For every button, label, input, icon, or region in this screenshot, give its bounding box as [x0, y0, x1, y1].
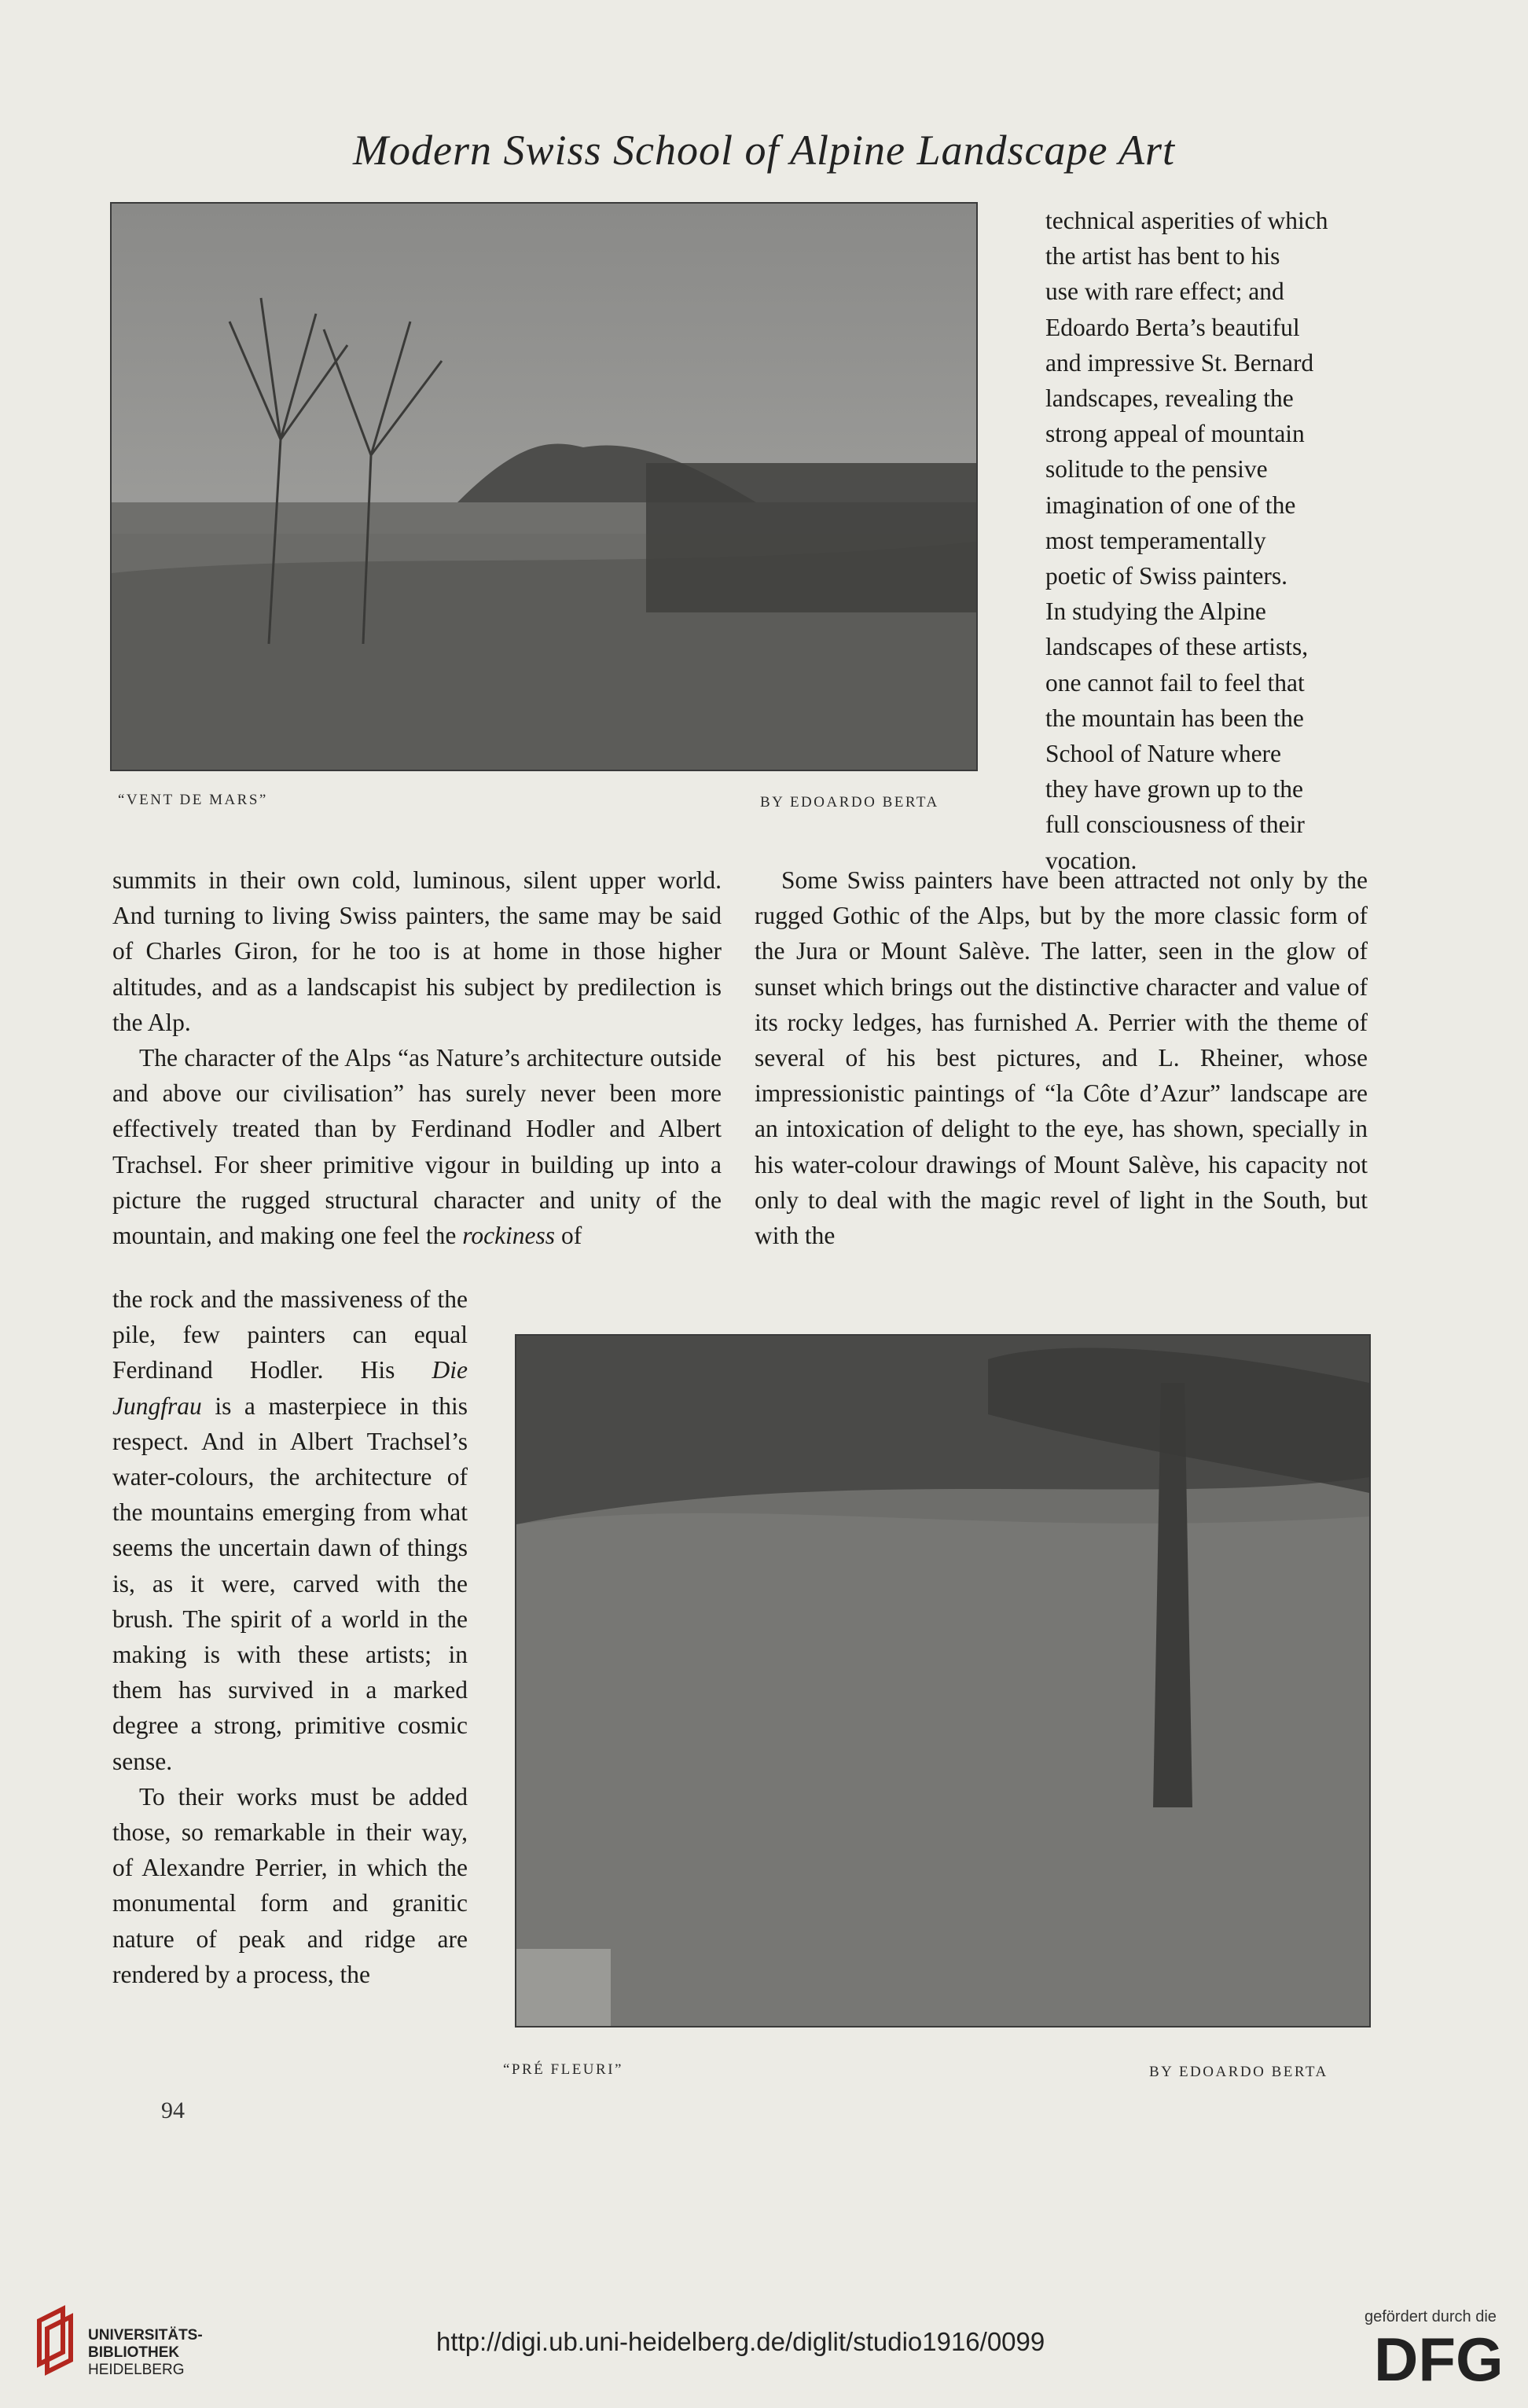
paragraph: the rock and the massiveness of the pile, few painters can equal Ferdinand Hodler. His Die Jungfrau is a masterpiece in this respect. And in Albert Trachsel’s water-colours, the architecture of the mountains emerging from what seems the uncertain dawn of things is, as it were, carved with the brush. The spirit of a world in the making is with these artists; in them has survived in a marked degree a strong, primitive cosmic sense. — [112, 1285, 468, 1775]
text-line: the mountain has been the — [1045, 704, 1304, 732]
text-line: imagination of one of the — [1045, 491, 1296, 519]
library-name: UNIVERSITÄTS- BIBLIOTHEK HEIDELBERG — [88, 2327, 203, 2378]
running-head: Modern Swiss School of Alpine Landscape Art — [353, 127, 1175, 174]
plate-caption-title: “VENT DE MARS” — [118, 792, 268, 808]
text-line: landscapes of these artists, — [1045, 633, 1309, 661]
text-line: technical asperities of which — [1045, 207, 1328, 234]
text-line: the artist has bent to his — [1045, 242, 1280, 270]
paragraph: summits in their own cold, luminous, silent upper world. And turning to living Swiss painters, the same may be said of Charles Giron, for he too is at home in those higher altitudes, and as a landscapist his subject by predilection is the Alp. — [112, 866, 722, 1036]
plate-vent-de-mars — [110, 202, 978, 771]
text-line: full consciousness of their — [1045, 811, 1305, 839]
funding-note: gefördert durch die — [1365, 2308, 1497, 2325]
text-line: and impressive St. Bernard — [1045, 348, 1314, 377]
text-line: School of Nature where — [1045, 740, 1282, 768]
text-line: use with rare effect; and — [1045, 278, 1284, 306]
funder-logo — [1374, 2325, 1506, 2387]
meadow-illustration — [516, 1336, 1369, 2026]
text-line: poetic of Swiss painters. — [1045, 562, 1287, 590]
text-line: Edoardo Berta’s beautiful — [1045, 313, 1300, 341]
plate-caption-credit: BY EDOARDO BERTA — [1149, 2064, 1328, 2080]
library-logo-icon — [31, 2305, 79, 2384]
plate-caption-title: “PRÉ FLEURI” — [503, 2061, 623, 2078]
text-line: strong appeal of mountain — [1045, 420, 1305, 448]
page-number: 94 — [161, 2097, 185, 2123]
text-line: most temperamentally — [1045, 526, 1266, 554]
plate-pre-fleuri — [515, 1334, 1371, 2027]
text-line: solitude to the pensive — [1045, 455, 1268, 483]
paragraph: To their works must be added those, so remarkable in their way, of Alexandre Perrier, in which the monumental form and granitic nature of peak and ridge are rendered by a process, the — [112, 1782, 468, 1988]
text-line: one cannot fail to feel that — [1045, 668, 1305, 697]
text-line: vocation. — [1045, 846, 1137, 874]
right-column-main — [755, 862, 1368, 1253]
text-line: In studying the Alpine — [1045, 597, 1266, 626]
text-line: they have grown up to the — [1045, 775, 1304, 803]
right-column-top — [1045, 203, 1368, 878]
paragraph: Some Swiss painters have been attracted not only by the rugged Gothic of the Alps, but by the more classic form of the Jura or Mount Salève. The latter, seen in the glow of sunset which brings out the distinctive character and value of its rocky ledges, has furnished A. Perrier with the theme of several of his best pictures, and L. Rheiner, whose impressionistic paintings of “la Côte d’Azur” landscape are an intoxication of delight to the eye, has shown, specially in his water-colour drawings of Mount Salève, his capacity not only to deal with the magic revel of light in the South, but with the — [755, 866, 1368, 1250]
paragraph: The character of the Alps “as Nature’s architecture outside and above our civilisation” has surely never been more effectively treated than by Ferdinand Hodler and Albert Trachsel. For sheer primitive vigour in building up into a picture the rugged structural character and unity of the mountain, and making one feel the rockiness of — [112, 1044, 722, 1250]
funder-logo-text: DFG — [1374, 2325, 1504, 2387]
left-column-upper — [112, 862, 722, 1253]
left-column-lower — [112, 1281, 468, 1992]
plate-caption-credit: BY EDOARDO BERTA — [760, 794, 939, 811]
landscape-illustration — [112, 204, 976, 770]
text-line: landscapes, revealing the — [1045, 384, 1294, 413]
source-url-link[interactable]: http://digi.ub.uni-heidelberg.de/diglit/studio1916/0099 — [436, 2327, 1045, 2356]
